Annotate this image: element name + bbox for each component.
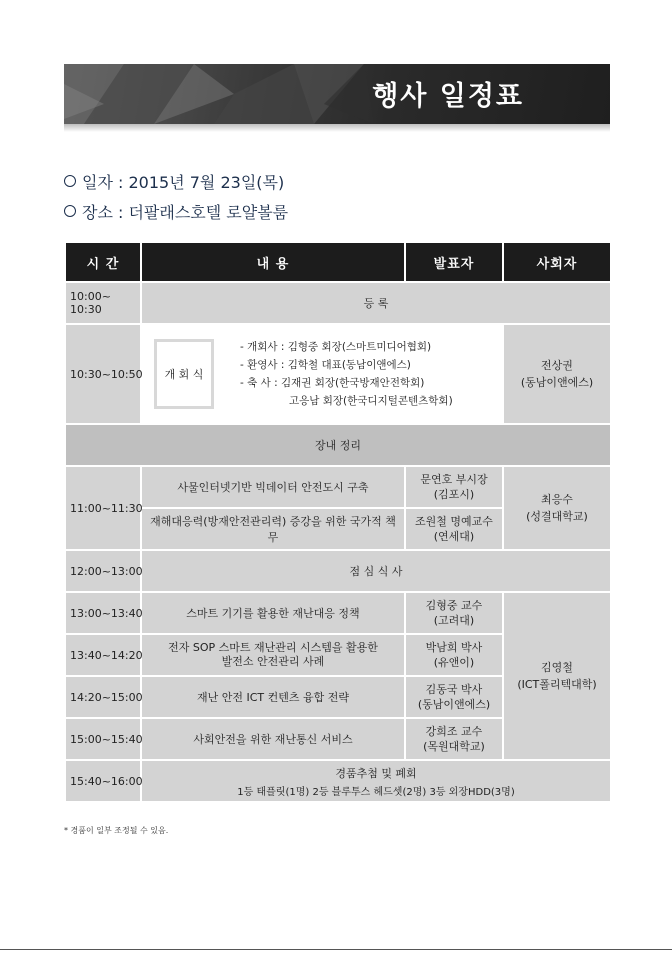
opening-line: 고응남 회장(한국디지털콘텐츠학회) xyxy=(289,395,453,407)
row-time: 15:40~16:00 xyxy=(65,760,141,802)
row-time: 10:00~ 10:30 xyxy=(65,282,141,324)
page-title: 행사 일정표 xyxy=(372,81,524,112)
table-row xyxy=(65,424,611,466)
row-time: 15:00~15:40 xyxy=(65,718,141,760)
row-host: 김영철 (ICT폴리텍대학) xyxy=(503,592,611,760)
row-speaker: 강희조 교수 (목원대학교) xyxy=(405,718,503,760)
opening-line: - 개회사 : 김형중 회장(스마트미디어협회) xyxy=(240,341,432,353)
table-row xyxy=(65,282,611,324)
circle-bullet-icon xyxy=(64,175,76,187)
event-date xyxy=(64,170,284,193)
banner-shadow xyxy=(64,124,610,132)
opening-ceremony-cell xyxy=(141,324,503,424)
table-row xyxy=(65,592,611,634)
event-date-text: 일자 : 2015년 7월 23일(목) xyxy=(82,173,285,192)
closing-cell xyxy=(141,760,611,802)
table-row xyxy=(65,466,611,508)
row-content: 장내 정리 xyxy=(65,424,611,466)
closing-title: 경품추첨 및 폐회 xyxy=(335,766,417,780)
footnote: * 경품이 일부 조정될 수 있음. xyxy=(64,826,169,835)
event-place-text: 장소 : 더팔래스호텔 로얄볼룸 xyxy=(82,203,289,222)
header-speaker: 발표자 xyxy=(405,242,503,282)
bottom-divider xyxy=(0,949,672,950)
row-content: 스마트 기기를 활용한 재난대응 정책 xyxy=(141,592,405,634)
table-row xyxy=(65,550,611,592)
row-content: 등 록 xyxy=(141,282,611,324)
header-host: 사회자 xyxy=(503,242,611,282)
row-content: 재해대응력(방재안전관리력) 증강을 위한 국가적 책무 xyxy=(141,508,405,550)
table-row xyxy=(65,760,611,802)
row-host: 전상권 (동남이앤에스) xyxy=(503,324,611,424)
row-speaker: 조원철 명예교수 (연세대) xyxy=(405,508,503,550)
row-content: 사회안전을 위한 재난통신 서비스 xyxy=(141,718,405,760)
opening-box: 개 회 식 xyxy=(154,339,214,409)
row-host: 최응수 (성결대학교) xyxy=(503,466,611,550)
opening-line: - 환영사 : 김학철 대표(동남이앤에스) xyxy=(240,359,411,371)
opening-line: - 축 사 : 김재권 회장(한국방재안전학회) xyxy=(240,377,425,389)
row-speaker: 박남희 박사 (유앤이) xyxy=(405,634,503,676)
row-time: 10:30~10:50 xyxy=(65,324,141,424)
title-banner xyxy=(64,64,610,124)
row-content: 재난 안전 ICT 컨텐츠 융합 전략 xyxy=(141,676,405,718)
header-time: 시 간 xyxy=(65,242,141,282)
row-time: 11:00~11:30 xyxy=(65,466,141,550)
table-header-row xyxy=(65,242,611,282)
row-content: 전자 SOP 스마트 재난관리 시스템을 활용한 발전소 안전관리 사례 xyxy=(141,634,405,676)
opening-speakers xyxy=(240,338,453,410)
row-time: 12:00~13:00 xyxy=(65,550,141,592)
row-speaker: 문연호 부시장 (김포시) xyxy=(405,466,503,508)
row-content: 사물인터넷기반 빅데이터 안전도시 구축 xyxy=(141,466,405,508)
schedule-table xyxy=(64,241,612,803)
banner-pattern xyxy=(64,64,610,124)
row-time: 13:40~14:20 xyxy=(65,634,141,676)
prize-list: 1등 태플릿(1명) 2등 블루투스 헤드셋(2명) 3등 외장HDD(3명) xyxy=(237,786,515,798)
circle-bullet-icon xyxy=(64,205,76,217)
header-content: 내 용 xyxy=(141,242,405,282)
row-speaker: 김동국 박사 (동남이앤에스) xyxy=(405,676,503,718)
row-content: 점 심 식 사 xyxy=(141,550,611,592)
row-speaker: 김형중 교수 (고려대) xyxy=(405,592,503,634)
table-row xyxy=(65,324,611,424)
row-time: 13:00~13:40 xyxy=(65,592,141,634)
event-place xyxy=(64,200,288,223)
row-time: 14:20~15:00 xyxy=(65,676,141,718)
